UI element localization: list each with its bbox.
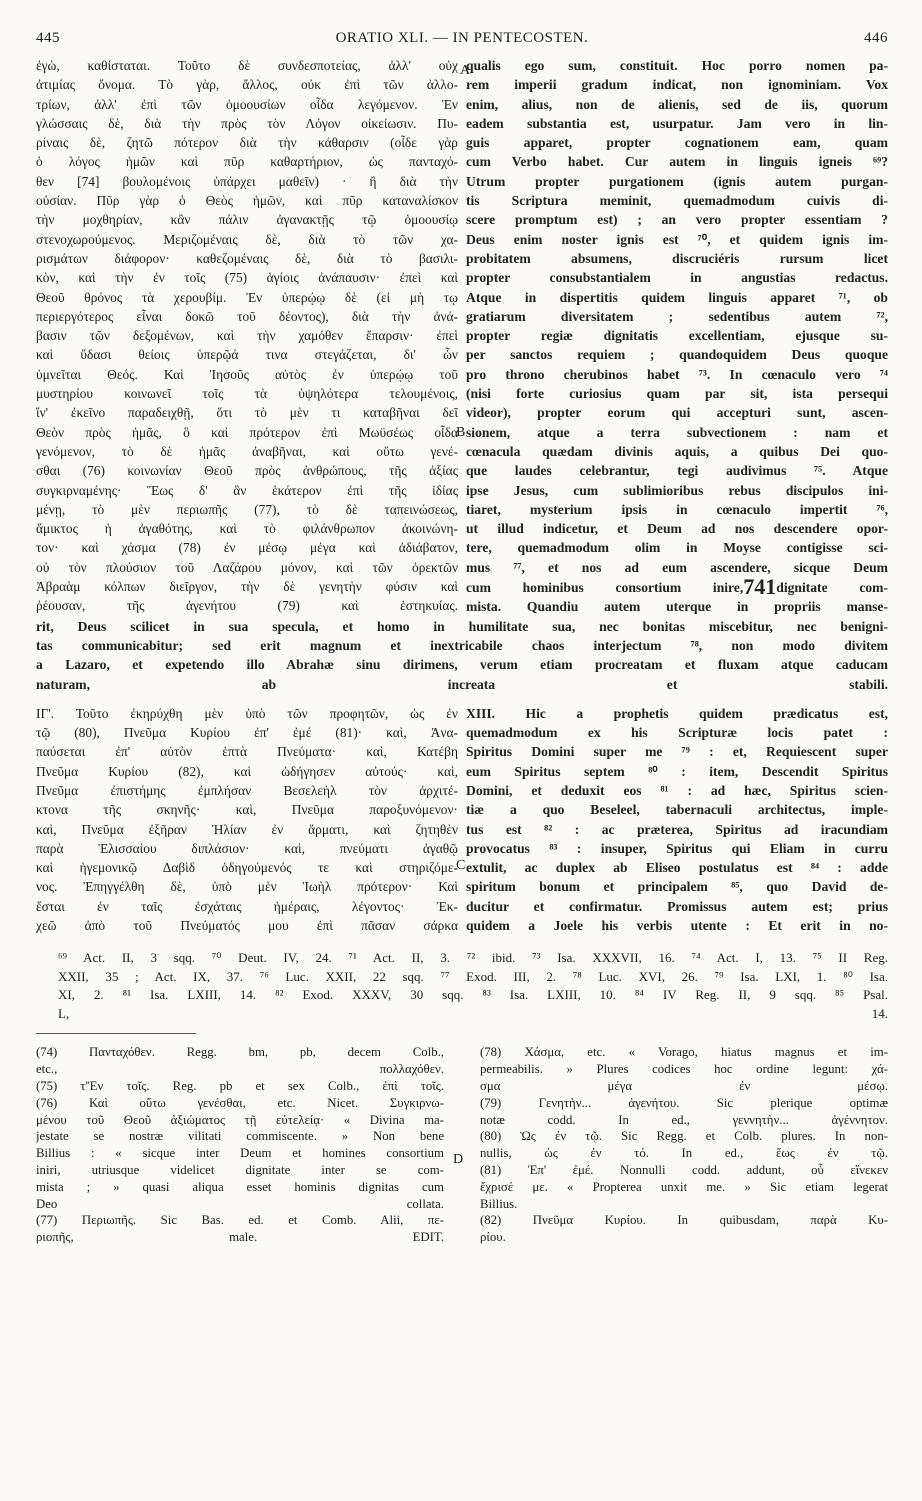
latin-text-line: quidem a Joele his verbis utente : Et erit in no- xyxy=(466,918,888,934)
greek-text-line: τον· καὶ χάσμα (78) ἐν μέσῳ μέγα καὶ ἀδιάβατον, xyxy=(36,540,458,556)
note-line: (74) Πανταχόθεν. Regg. bm, pb, decem Colb., xyxy=(36,1045,444,1060)
note-line: nullis, ὡς ἐν τό. In ed., ἕως ἐν τῷ. xyxy=(480,1146,888,1161)
greek-text-line: ἄμικτος ἡ ἀγαθότης, καὶ τὸ φιλάνθρωπον ἀκοινώνη- xyxy=(36,521,458,537)
latin-text-line: pro throno cherubinos habet ⁷³. In cœnaculo vero ⁷⁴ xyxy=(466,366,888,382)
page-number-left: 445 xyxy=(36,30,60,46)
note-line: iniri, utriusque videlicet dignitate inter se com- xyxy=(36,1162,444,1177)
full-width-text-line: a Lazaro, et expetendo illo Abrahæ sinu dirimens, verum etiam procreatam et fluxam atque caducam xyxy=(36,657,888,673)
latin-text-line: propter regiæ dignitatis excellentiam, ejusque su- xyxy=(466,328,888,344)
latin-text-line: mista. Quandiu autem uterque in propriis manse- xyxy=(466,599,888,615)
running-title: ORATIO XLI. — IN PENTECOSTEN. xyxy=(335,30,589,46)
full-width-text-line: rit, Deus scilicet in sua specula, et homo in humilitate sua, nec bonitas miscebitur, nec benigni- xyxy=(36,618,888,634)
footnote-rule xyxy=(36,1033,196,1034)
latin-text-line: ducitur et confirmatur. Promissus autem est; prius xyxy=(466,898,888,914)
margin-marker-b: B xyxy=(456,425,466,440)
latin-text-line: quemadmodum ex his Scripturæ locis patet : xyxy=(466,725,888,741)
latin-text-line: mus ⁷⁷, et nos ad eum ascendere, sicque Deum xyxy=(466,559,888,575)
greek-text-line: θεν [74] βουλομένοις ὑπάρχει μαθεῖν) · ἢ διὰ τὴν xyxy=(36,173,458,189)
reference-line: XI, 2. ⁸¹ Isa. LXIII, 14. ⁸² Exod. XXXV, 30 sqq. ⁸³ Isa. LXIII, 10. ⁸⁴ IV Reg. II, 9 sqq. ⁸⁵ Psal. xyxy=(58,987,888,1003)
latin-text-line: Domini, et deduxit eos ⁸¹ : ad hæc, Spiritus scien- xyxy=(466,782,888,798)
latin-text-line: qualis ego sum, constituit. Hoc porro nomen pa- xyxy=(466,58,888,73)
greek-text-line: καὶ ὕδασι θείοις ὑπερῷά τινα στεγάζεται, δι' ὧν xyxy=(36,347,458,363)
notes-right-column xyxy=(480,1044,888,1246)
note-line: (82) Πνεῦμα Κυρίου. In quibusdam, παρὰ Κυ- xyxy=(480,1213,888,1228)
greek-text-line: ἐγὼ, καθίσταται. Τοῦτο δὲ συνδεσποτείας, ἀλλ' οὐχ xyxy=(36,58,458,73)
greek-text-line: Πνεῦμα ἐπιστήμης ἐμπλήσαν Βεσελεὴλ τὸν ἀρχιτέ- xyxy=(36,782,458,798)
greek-text-line: ῥέουσαν, τῆς ἀγενήτου (79) καὶ ἑστηκυίας. xyxy=(36,598,458,614)
latin-text-line: eum Spiritus septem ⁸⁰ : item, Descendit Spiritus xyxy=(466,763,888,779)
margin-marker-c: C xyxy=(456,858,466,873)
reference-line: ⁶⁹ Act. II, 3 sqq. ⁷⁰ Deut. IV, 24. ⁷¹ Act. II, 3. ⁷² ibid. ⁷³ Isa. XXXVII, 16. ⁷⁴ Act. I, 13. ⁷⁵ II Reg. xyxy=(58,950,888,966)
latin-text-line xyxy=(466,577,888,597)
greek-text-line: ρίναις δὲ, ζητῶ πότερον διὰ τὴν κάθαρσιν (οἶδε γὰρ xyxy=(36,135,458,151)
greek-column-top xyxy=(36,56,458,617)
latin-full-width-text xyxy=(36,617,888,694)
note-line: Billius. xyxy=(480,1196,518,1211)
greek-text-line: τρίων, ἀλλ' ἐπὶ τῶν ὁμοουσίων οἶδα λεγόμενον. Ἐν xyxy=(36,96,458,112)
latin-text-line: spiritum bonum et principalem ⁸⁵, quo David de- xyxy=(466,879,888,895)
latin-text-line: ipse Jesus, cum sublimioribus rebus discipulos ini- xyxy=(466,482,888,498)
greek-text-line: ρισμάτων διάφορον· καθεζομέναις δὲ, διὰ τὸ βασιλι- xyxy=(36,250,458,266)
greek-text-line: κὸν, καὶ τὴν ἐν τοῖς (75) ἁγίοις ἀνάπαυσιν· ἐπεὶ καὶ xyxy=(36,270,458,286)
greek-text-line: τὴν μοχθηρίαν, κἂν πάλιν ἀγανακτῇς τῷ ὁμοουσίῳ xyxy=(36,212,458,228)
greek-text-line: τῷ (80), Πνεῦμα Κυρίου ἐπ' ἐμέ (81)· καὶ, Ἀνα- xyxy=(36,725,458,741)
latin-text-line: cum Verbo habet. Cur autem in linguis igneis ⁶⁹? xyxy=(466,154,888,170)
latin-text-line: eadem substantia est, usurpatur. Jam vero in lin- xyxy=(466,115,888,131)
greek-text-line: ἔσται ἐν ταῖς ἐσχάταις ἡμέραις, λέγοντος· Ἐκ- xyxy=(36,898,458,914)
latin-text-line: probitatem absumens, discruciéris rursum licet xyxy=(466,250,888,266)
note-line: ρίου. xyxy=(480,1230,506,1245)
latin-text-line: propter consubstantialem in angustias redactus. xyxy=(466,270,888,286)
margin-marker-d: D xyxy=(453,1152,464,1167)
greek-text-line: καὶ, Πνεῦμα ἐξῆραν Ἠλίαν ἐν ἅρματι, καὶ ζητηθὲν xyxy=(36,821,458,837)
note-line: Deo collata. xyxy=(36,1196,444,1211)
greek-text-line: Ἀβραὰμ κόλπων διεῖργον, τὴν δὲ γενητὴν φύσιν καὶ xyxy=(36,579,458,595)
notes-left-column xyxy=(36,1044,444,1246)
greek-text-line: στενοχωρούμενος. Μεριζομέναις δὲ, διὰ τὸ τῶν χα- xyxy=(36,231,458,247)
greek-text-line: παύσεται ἐπ' αὐτὸν ἑπτὰ Πνεύματα· καὶ, Κατέβη xyxy=(36,744,458,760)
full-width-text-line: tas communicabitur; sed erit magnum et inextricabile chaos interjectum ⁷⁸, non modo divitem xyxy=(36,637,888,653)
latin-text-line: tis Scriptura meminit, quemadmodum cuivis di- xyxy=(466,193,888,209)
note-line: Billius : « sicque inter Deum et homines consortium xyxy=(36,1146,444,1161)
note-line: (77) Περιωπῆς. Sic Bas. ed. et Comb. Alii, πε- xyxy=(36,1213,444,1228)
note-line: (78) Χάσμα, etc. « Vorago, hiatus magnus et im- xyxy=(480,1045,888,1060)
note-line: (76) Καὶ οὕτω γενέσθαι, etc. Nicet. Συγκιρνω- xyxy=(36,1095,444,1110)
greek-text-line: σθαι (76) κοινωνίαν Θεοῦ πρὸς ἀνθρώπους, τῆς ἀξίας xyxy=(36,463,458,479)
greek-text-line: Θεὸν πρὸς ἡμᾶς, ὃ καὶ πρότερον ἐπὶ Μωϋσέως οἶδα xyxy=(36,424,458,440)
greek-text-line: γενόμενον, τὸ δὲ ἡμᾶς ἀναβῆναι, καὶ οὕτω γενέ- xyxy=(36,443,458,459)
latin-text-line: extulit, ac duplex ab Eliseo postulatus est ⁸⁴ : adde xyxy=(466,860,888,876)
greek-text-line: οὐ τὸν πλούσιον τοῦ Λαζάρου μόνον, καὶ τῶν ὀρεκτῶν xyxy=(36,559,458,575)
greek-text-line: Θεοῦ θρόνος τὰ χερουβίμ. Ἐν ὑπερῴῳ δὲ (εἰ μὴ τῳ xyxy=(36,289,458,305)
inline-page-number: 741 xyxy=(743,577,777,598)
greek-text-line: μυστηρίου κοινωνεῖ τοῖς τὰ ὑψηλότερα τελουμένοις, xyxy=(36,386,458,402)
latin-text-line: rem imperii gradum indicat, non ignominiam. Vox xyxy=(466,77,888,93)
running-header xyxy=(36,30,888,56)
latin-text-line: per sanctos requiem ; quandoquidem Deus quoque xyxy=(466,347,888,363)
latin-text-line: provocatus ⁸³ : insuper, Spiritus qui Eliam in curru xyxy=(466,840,888,856)
greek-column-bottom xyxy=(36,704,458,936)
latin-text-line: tiæ a quo Beseleel, tabernaculi architectus, imple- xyxy=(466,802,888,818)
latin-text-line: enim, alius, non de alienis, sed de iis, quorum xyxy=(466,96,888,112)
note-line: jestate se nostræ vilitati commiscente. » Non bene xyxy=(36,1129,444,1144)
greek-text-line: χεῶ ἀπὸ τοῦ Πνεύματός μου ἐπὶ πᾶσαν σάρκα xyxy=(36,918,458,934)
greek-text-line: γλώσσαις δὲ, διὰ τὴν πρὸς τὸν Λόγον οἰκείωσιν. Πυ- xyxy=(36,115,458,131)
greek-text-line: ὑμνεῖται Θεός. Καὶ Ἰησοῦς αὐτὸς ἐν ὑπερῴῳ τοῦ xyxy=(36,366,458,382)
latin-text-line: guis apparet, propter cognationem eam, quam xyxy=(466,135,888,151)
latin-text-line: cœnacula quædam divinis aquis, a quibus Dei quo- xyxy=(466,443,888,459)
greek-text-line: μένῃ, τὸ μὲν περιωπῆς (77), τὸ δὲ ταπεινώσεως, xyxy=(36,501,458,517)
note-line: (80) Ὡς ἐν τῷ. Sic Regg. et Colb. plures. In non- xyxy=(480,1129,888,1144)
latin-text-line: Spiritus Domini super me ⁷⁹ : et, Requiescent super xyxy=(466,744,888,760)
greek-text-line: ἵν' ἐκεῖνο παραδειχθῇ, ὅτι τὸ μὲν τι καταβῆναι δεῖ xyxy=(36,405,458,421)
latin-column-top xyxy=(466,56,888,617)
latin-text-line: gratiarum diversitatem ; sedentibus autem ⁷², xyxy=(466,308,888,324)
greek-text-line: περιεργότερος εἶναι δοκῶ τοῦ δέοντος), διὰ τὴν ἀνά- xyxy=(36,308,458,324)
note-line: (75) τ'Ἐν τοῖς. Reg. pb et sex Colb., ἐπὶ τοῖς. xyxy=(36,1078,444,1093)
greek-text-line: Πνεῦμα Κυρίου (82), καὶ ὡδήγησεν αὐτούς· καὶ, xyxy=(36,763,458,779)
latin-text-line: tus est ⁸² : ac præterea, Spiritus ad iracundiam xyxy=(466,821,888,837)
latin-text-line: ut illud indicetur, et Deum ad nos descendere opor- xyxy=(466,521,888,537)
latin-text-line: tiaret, mysterium ipsis in cœnaculo impertit ⁷⁶, xyxy=(466,501,888,517)
note-line: ἔχρισέ με. « Propterea unxit me. » Sic etiam legerat xyxy=(480,1179,888,1194)
latin-text-line: scere promptum est) ; an vero propter essentiam ? xyxy=(466,212,888,228)
note-line: notæ codd. In ed., γεννητὴν... ἀγέννητον. xyxy=(480,1112,888,1127)
latin-text-line: Atque in dispertitis quidem linguis apparet ⁷¹, ob xyxy=(466,289,888,305)
latin-column-bottom xyxy=(466,704,888,936)
note-line: (79) Γενητὴν... ἀγενήτου. Sic plerique optimæ xyxy=(480,1095,888,1110)
greek-text-line: νος. Ἐπηγγέλθη δὲ, ὑπὸ μὲν Ἰωὴλ πρότερον· Καὶ xyxy=(36,879,458,895)
latin-text-line: sionem, atque a terra subvectionem : nam et xyxy=(466,424,888,440)
greek-text-line: ἀτιμίας ὄνομα. Τὸ γὰρ, ἄλλος, οὐκ ἐπὶ τῶν ἀλλο- xyxy=(36,77,458,93)
note-line: etc., πολλαχόθεν. xyxy=(36,1062,444,1077)
reference-line: L, 14. xyxy=(58,1005,888,1021)
critical-notes xyxy=(36,1044,888,1246)
full-width-text-line: naturam, ab increata et stabili. xyxy=(36,676,888,692)
latin-text-fragment: cum hominibus consortium inire, xyxy=(466,580,744,596)
note-line: (81) Ἐπ' ἐμέ. Nonnulli codd. addunt, οὗ εἵνεκεν xyxy=(480,1162,888,1177)
note-line: mista ; » quasi aliqua esset hominis dignitas cum xyxy=(36,1179,444,1194)
latin-text-fragment: dignitate com- xyxy=(776,580,888,596)
greek-text-line: καὶ ἡγεμονικῷ Δαβὶδ ὁδηγούμενός τε καὶ στηριζόμε- xyxy=(36,860,458,876)
greek-text-line: οὐσίαν. Πῦρ γὰρ ὁ Θεὸς ἡμῶν, καὶ πῦρ καταναλίσκον xyxy=(36,193,458,209)
greek-text-line: συγκιρναμένης· Ἕως δ' ἂν ἑκάτερον ἐπὶ τῆς ἰδίας xyxy=(36,482,458,498)
greek-text-line: ΙΓ'. Τοῦτο ἐκηρύχθη μὲν ὑπὸ τῶν προφητῶν, ὡς ἐν xyxy=(36,705,458,721)
margin-marker-a: A xyxy=(460,63,471,78)
greek-text-line: βασιν τῶν δεξομένων, καὶ τὴν χαμόθεν ἔπαρσιν· ἐπεὶ xyxy=(36,328,458,344)
greek-text-line: κτονα τῆς σκηνῆς· καὶ, Πνεῦμα παροξυνόμενον· xyxy=(36,802,458,818)
latin-text-line: Utrum propter purgationem (ignis autem purgan- xyxy=(466,173,888,189)
note-line: σμα μέγα ἐν μέσῳ. xyxy=(480,1078,888,1093)
greek-text-line: παρὰ Ἐλισσαίου διπλάσιον· καὶ, πνεύματι ἀγαθῷ xyxy=(36,840,458,856)
latin-text-line: que laudes celebrantur, tegi audivimus ⁷⁵. Atque xyxy=(466,463,888,479)
note-line: permeabilis. » Plures codices hoc ordine legunt: χά- xyxy=(480,1062,888,1077)
latin-text-line: XIII. Hic a prophetis quidem prædicatus est, xyxy=(466,705,888,721)
latin-text-line: Deus enim noster ignis est ⁷⁰, et quidem ignis im- xyxy=(466,231,888,247)
latin-text-line: tere, quemadmodum olim in Moyse contigisse sci- xyxy=(466,540,888,556)
reference-line: XXII, 35 ; Act. IX, 37. ⁷⁶ Luc. XXII, 22 sqq. ⁷⁷ Exod. III, 2. ⁷⁸ Luc. XVI, 26. ⁷⁹ Isa. LXI, 1. ⁸⁰ Isa. xyxy=(58,968,888,984)
page-number-right: 446 xyxy=(863,30,888,46)
bottom-columns xyxy=(36,704,888,936)
note-line: ριοπῆς, male. EDIT. xyxy=(36,1230,444,1245)
scripture-references xyxy=(36,949,888,1023)
book-page xyxy=(36,30,888,1246)
latin-text-line: videor), propter eorum qui accepturi sunt, ascen- xyxy=(466,405,888,421)
greek-text-line: ὁ λόγος ἡμῶν καὶ πῦρ καθαρτήριον, ὡς πανταχό- xyxy=(36,154,458,170)
top-columns xyxy=(36,56,888,617)
latin-text-line: (nisi forte curiosius quam par sit, ista persequi xyxy=(466,386,888,402)
note-line: μένου τοῦ Θεοῦ ἀξιώματος τῇ εὐτελείᾳ· « Divina ma- xyxy=(36,1112,444,1127)
